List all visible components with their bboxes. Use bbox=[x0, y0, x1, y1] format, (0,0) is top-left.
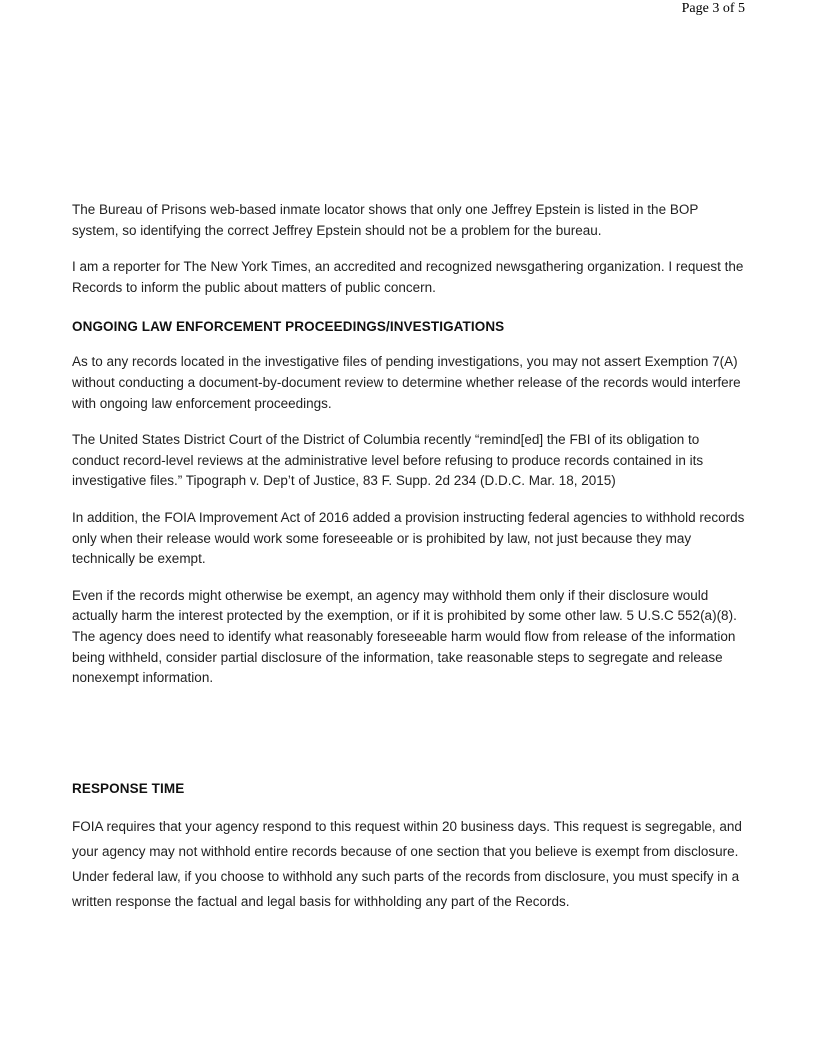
paragraph-exemption-7a: As to any records located in the investigative files of pending investigations, you may not assert Exemption 7(A) without conducting a document-by-document review to determine whether release of the records would interfere with ongoing law enforcement proceedings. bbox=[72, 354, 741, 411]
section-heading-response-time: RESPONSE TIME bbox=[72, 780, 185, 796]
paragraph-response-time: FOIA requires that your agency respond to this request within 20 business days. This request is segregable, and your agency may not withhold entire records because of one section that you believe is exempt from disclosure. Under federal law, if you choose to withhold any such parts of the records from disclosure, you must specify in a written response the factual and legal basis for withholding any part of the Records. bbox=[72, 818, 742, 910]
page-number: Page 3 of 5 bbox=[681, 1, 745, 16]
paragraph-foreseeable-harm: Even if the records might otherwise be exempt, an agency may withhold them only if their disclosure would actually harm the interest protected by the exemption, or if it is prohibited by some other law. 5 U.S.C 552(a)(8). The agency does need to identify what reasonably foreseeable harm would flow from release of the information being withheld, consider partial disclosure of the information, take reasonable steps to segregate and release nonexempt information. bbox=[72, 587, 737, 686]
section-heading-ongoing-proceedings: ONGOING LAW ENFORCEMENT PROCEEDINGS/INVESTIGATIONS bbox=[72, 319, 505, 335]
paragraph-foia-improvement-act: In addition, the FOIA Improvement Act of 2016 added a provision instructing federal agencies to withhold records only when their release would work some foreseeable or is prohibited by law, not just because they may technically be exempt. bbox=[72, 509, 745, 567]
document-body bbox=[72, 200, 745, 931]
paragraph-reporter-statement: I am a reporter for The New York Times, an accredited and recognized newsgathering organization. I request the Records to inform the public about matters of public concern. bbox=[72, 259, 744, 295]
paragraph-inmate-locator: The Bureau of Prisons web-based inmate locator shows that only one Jeffrey Epstein is listed in the BOP system, so identifying the correct Jeffrey Epstein should not be a problem for the bureau. bbox=[72, 202, 699, 238]
paragraph-district-court: The United States District Court of the District of Columbia recently “remind[ed] the FBI of its obligation to conduct record-level reviews at the administrative level before refusing to produce records contained in its investigative files.” Tipograph v. Dep’t of Justice, 83 F. Supp. 2d 234 (D.D.C. Mar. 18, 2015) bbox=[72, 432, 704, 489]
